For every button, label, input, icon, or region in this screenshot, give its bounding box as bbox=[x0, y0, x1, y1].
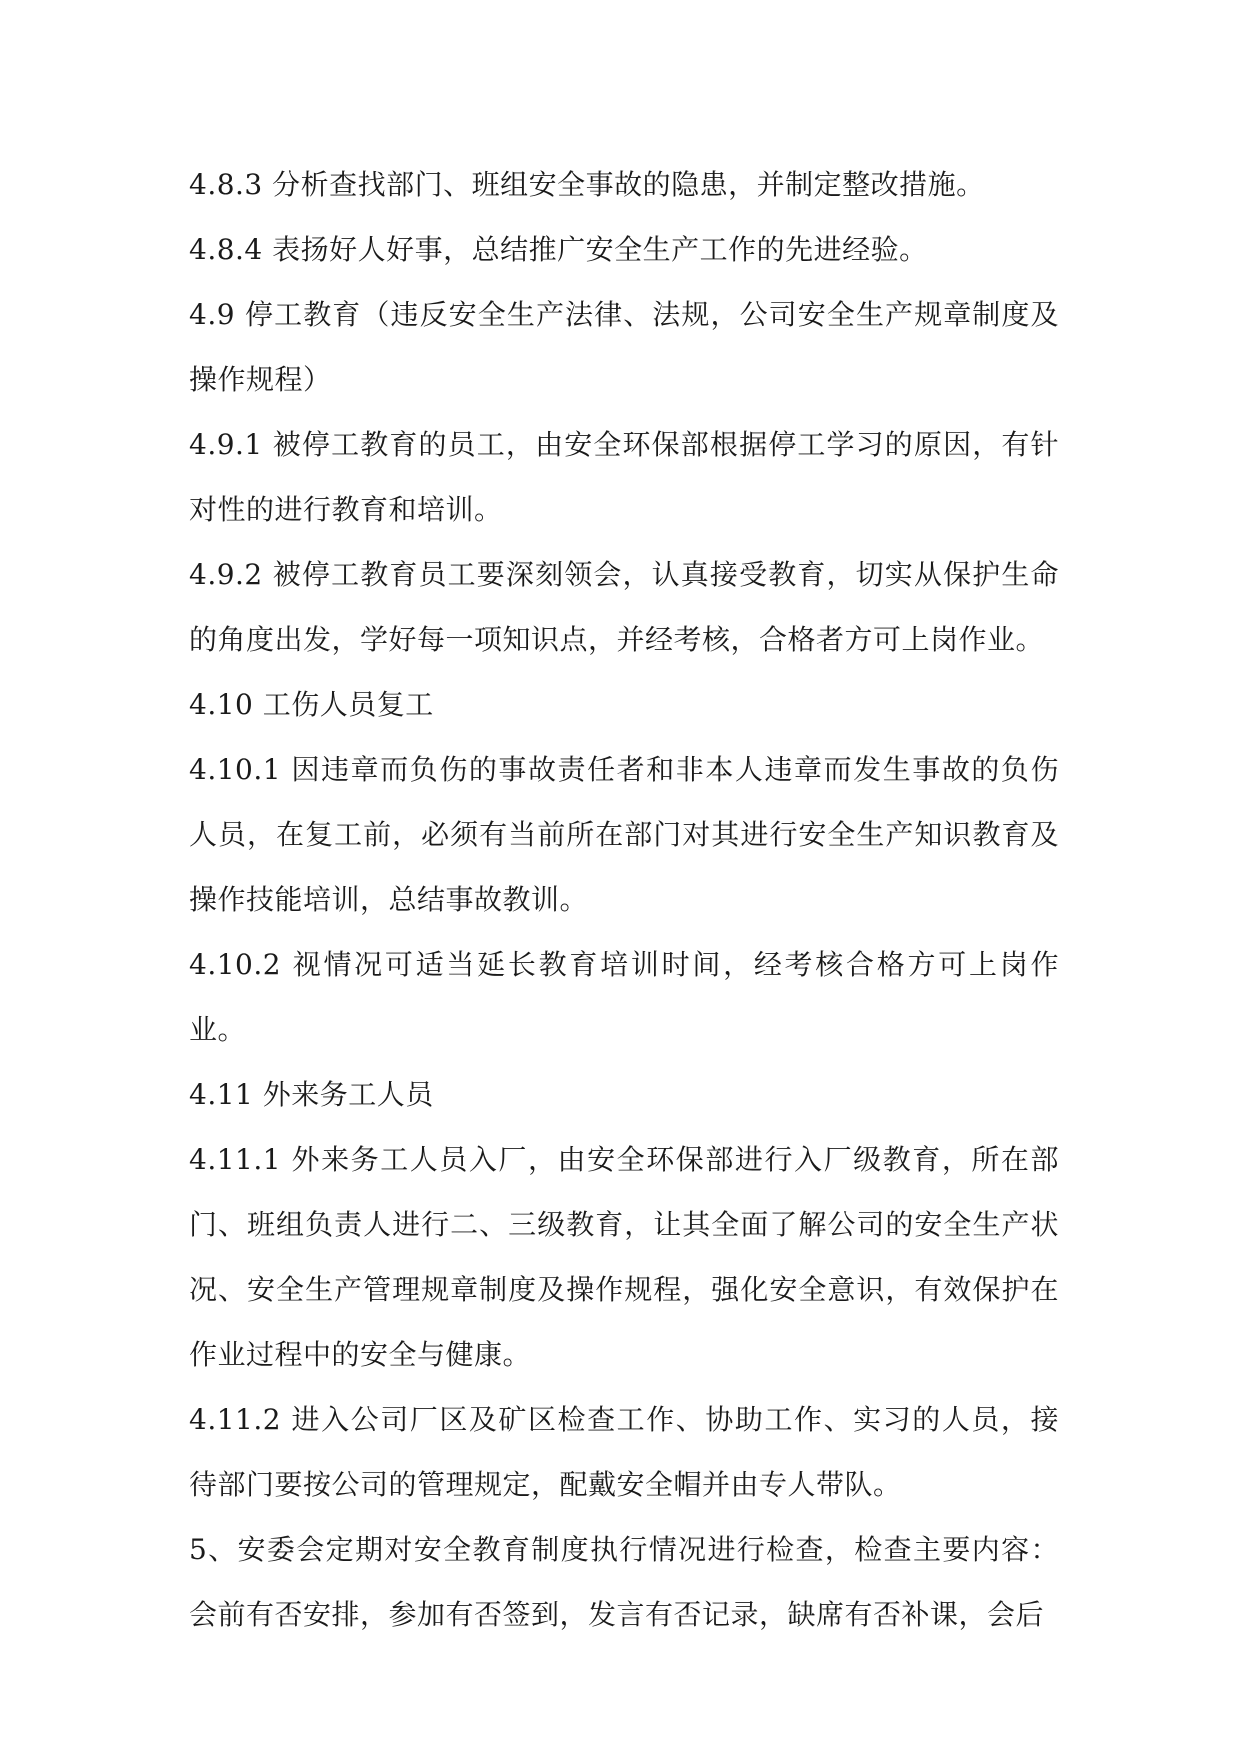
paragraph-4-9: 4.9 停工教育（违反安全生产法律、法规，公司安全生产规章制度及操作规程） bbox=[189, 298, 1059, 396]
paragraph-4-8-3: 4.8.3 分析查找部门、班组安全事故的隐患，并制定整改措施。 bbox=[189, 168, 985, 201]
paragraph-4-11-1: 4.11.1 外来务工人员入厂，由安全环保部进行入厂级教育，所在部门、班组负责人进行二、三级教育，让其全面了解公司的安全生产状况、安全生产管理规章制度及操作规程，强化安全意识，有效保护在作业过程中的安全与健康。 bbox=[189, 1143, 1059, 1371]
paragraph-4-10-1: 4.10.1 因违章而负伤的事故责任者和非本人违章而发生事故的负伤人员，在复工前，必须有当前所在部门对其进行安全生产知识教育及操作技能培训，总结事故教训。 bbox=[189, 753, 1059, 916]
paragraph-4-11-2: 4.11.2 进入公司厂区及矿区检查工作、协助工作、实习的人员，接待部门要按公司的管理规定，配戴安全帽并由专人带队。 bbox=[189, 1403, 1059, 1501]
paragraph-5: 5、安委会定期对安全教育制度执行情况进行检查，检查主要内容：会前有否安排，参加有否签到，发言有否记录，缺席有否补课，会后 bbox=[189, 1533, 1059, 1631]
paragraph-4-9-2: 4.9.2 被停工教育员工要深刻领会，认真接受教育，切实从保护生命的角度出发，学好每一项知识点，并经考核，合格者方可上岗作业。 bbox=[189, 558, 1059, 656]
paragraph-4-9-1: 4.9.1 被停工教育的员工，由安全环保部根据停工学习的原因，有针对性的进行教育和培训。 bbox=[189, 428, 1059, 526]
paragraph-4-8-4: 4.8.4 表扬好人好事，总结推广安全生产工作的先进经验。 bbox=[189, 233, 928, 266]
paragraph-4-11: 4.11 外来务工人员 bbox=[189, 1078, 434, 1111]
document-body bbox=[189, 152, 1059, 1647]
paragraph-4-10-2: 4.10.2 视情况可适当延长教育培训时间，经考核合格方可上岗作业。 bbox=[189, 948, 1059, 1046]
paragraph-4-10: 4.10 工伤人员复工 bbox=[189, 688, 434, 721]
